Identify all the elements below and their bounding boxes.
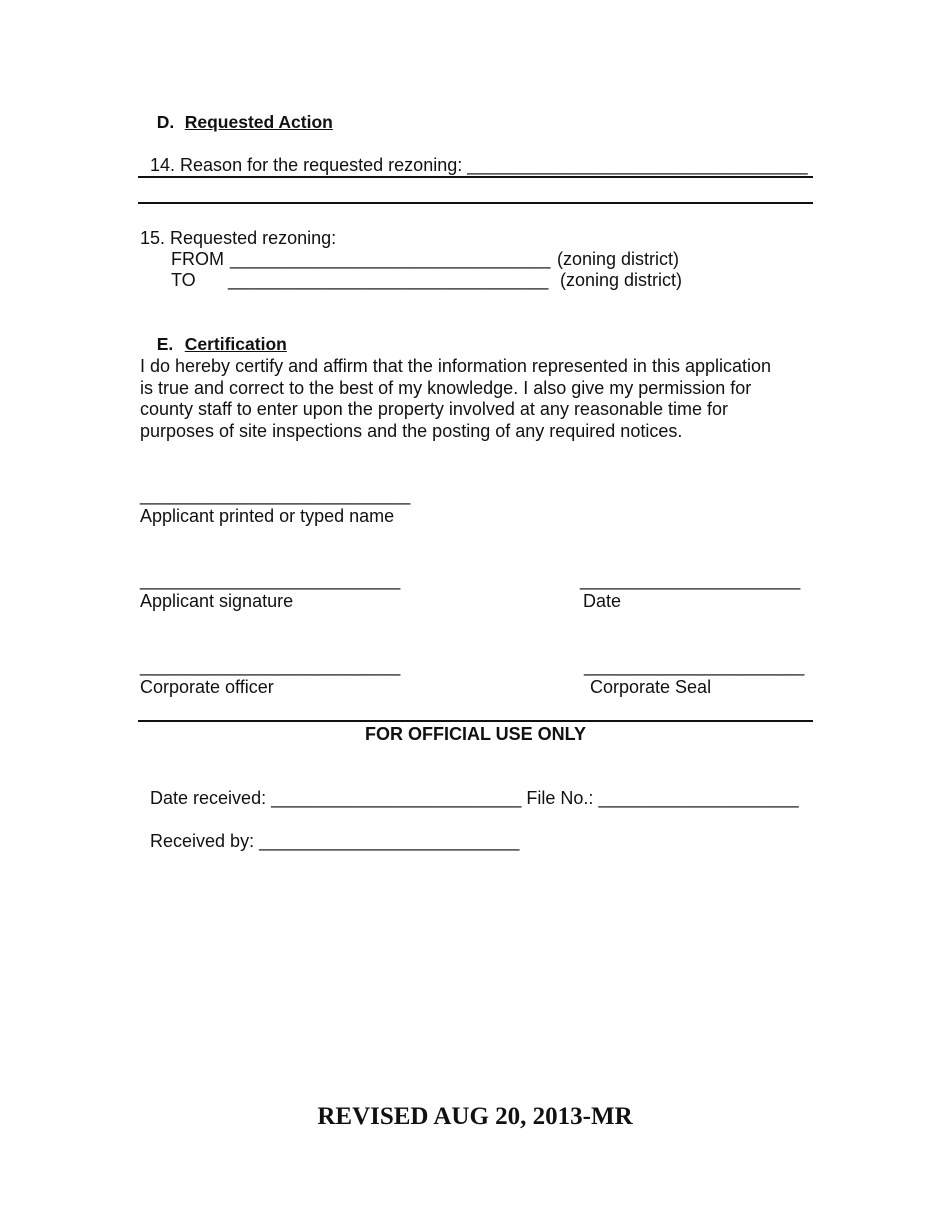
file-no-field[interactable]: ____________________ bbox=[598, 788, 799, 808]
signature-field[interactable]: __________________________ bbox=[140, 570, 401, 590]
section-e-letter: E. bbox=[156, 334, 174, 354]
corporate-seal-field[interactable]: ______________________ bbox=[584, 656, 805, 676]
received-by-label: Received by: bbox=[150, 831, 255, 851]
corporate-officer-field[interactable]: __________________________ bbox=[140, 656, 401, 676]
printed-name-field[interactable]: ___________________________ bbox=[140, 485, 411, 505]
signature-label: Applicant signature bbox=[140, 591, 294, 611]
certification-line: is true and correct to the best of my knowledge. I also give my permission for bbox=[140, 377, 752, 398]
q15-from-suffix: (zoning district) bbox=[557, 249, 680, 269]
received-by-field[interactable]: __________________________ bbox=[259, 831, 520, 851]
section-d-letter: D. bbox=[156, 112, 175, 132]
corporate-officer-label: Corporate officer bbox=[140, 677, 274, 697]
q14-line bbox=[140, 134, 808, 176]
official-divider bbox=[138, 720, 813, 722]
q14-reason-field[interactable]: __________________________________ bbox=[467, 155, 808, 175]
date-received-label: Date received: bbox=[150, 788, 267, 808]
q14-rule-1 bbox=[138, 176, 813, 178]
section-d-heading bbox=[147, 91, 333, 133]
received-by-line bbox=[140, 810, 519, 852]
corporate-seal-label: Corporate Seal bbox=[590, 677, 712, 697]
section-d-title: Requested Action bbox=[184, 112, 333, 132]
date-field[interactable]: ______________________ bbox=[580, 570, 801, 590]
section-e-heading bbox=[147, 313, 287, 355]
certification-paragraph bbox=[140, 356, 810, 442]
certification-line: purposes of site inspections and the posting of any required notices. bbox=[140, 420, 683, 441]
q15-from-label: FROM bbox=[171, 249, 224, 269]
date-label: Date bbox=[583, 591, 622, 611]
q14-rule-2 bbox=[138, 202, 813, 204]
q15-from-field[interactable]: ________________________________ bbox=[230, 249, 551, 269]
printed-name-label: Applicant printed or typed name bbox=[140, 506, 395, 526]
date-received-field[interactable]: _________________________ bbox=[271, 788, 522, 808]
q15-to-label: TO bbox=[171, 270, 196, 290]
q14-label: 14. Reason for the requested rezoning: bbox=[150, 155, 463, 175]
revision-footer: REVISED AUG 20, 2013-MR bbox=[317, 1103, 633, 1130]
certification-line: I do hereby certify and affirm that the information represented in this application bbox=[140, 356, 772, 376]
section-e-title: Certification bbox=[184, 334, 287, 354]
q15-to-field[interactable]: ________________________________ bbox=[228, 270, 549, 290]
official-use-title: FOR OFFICIAL USE ONLY bbox=[364, 724, 587, 744]
q15-to-suffix: (zoning district) bbox=[560, 270, 683, 290]
file-no-label: File No.: bbox=[526, 788, 594, 808]
date-received-line bbox=[140, 767, 799, 809]
q15-label: 15. Requested rezoning: bbox=[140, 228, 337, 248]
certification-line: county staff to enter upon the property involved at any reasonable time for bbox=[140, 399, 729, 419]
